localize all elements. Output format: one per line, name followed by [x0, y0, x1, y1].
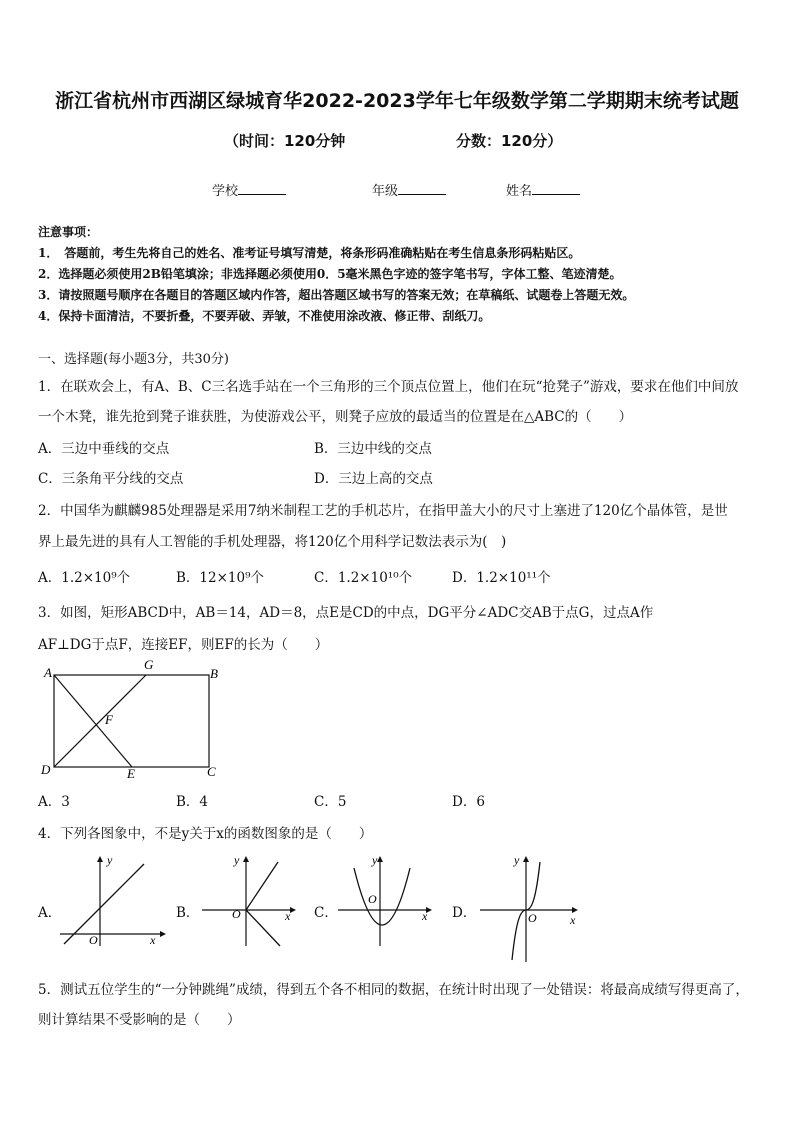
q4-option-c: C． — [314, 905, 338, 921]
segment-af-ef — [54, 675, 132, 767]
q1-option-b: B．三边中线的交点 — [314, 441, 432, 457]
q2-option-a: A．1.2×10⁹个 — [38, 570, 131, 586]
exam-time: （时间：120分钟 — [224, 132, 346, 150]
label-c: C — [207, 764, 216, 779]
q1-option-d: D．三边上高的交点 — [314, 471, 433, 487]
grade-label: 年级 — [372, 184, 399, 199]
q2-text-line2: 界上最先进的具有人工智能的手机处理器，将120亿个用科学记数法表示为( ) — [38, 534, 507, 550]
segment-dg — [54, 675, 146, 767]
grade-blank — [398, 182, 446, 195]
y-label: y — [514, 853, 520, 867]
page-title: 浙江省杭州市西湖区绿城育华2022-2023学年七年级数学第二学期期末统考试题 — [55, 90, 739, 112]
q3-text-line2: AF⊥DG于点F，连接EF，则EF的长为（ ） — [38, 637, 329, 653]
q1-text-line1: 1．在联欢会上，有A、B、C三名选手站在一个三角形的三个顶点位置上，他们在玩“抢凳子”游戏，要求在他们中间放 — [38, 379, 739, 395]
graph-d — [472, 852, 588, 964]
note-item: 2．选择题必须使用2B铅笔填涂；非选择题必须使用0．5毫米黑色字迹的签字笔书写，字体工整、笔迹清楚。 — [38, 267, 622, 281]
x-label: x — [570, 913, 576, 927]
label-d: D — [41, 762, 51, 777]
graph-b-ray-up — [246, 862, 278, 910]
note-item: 3．请按照题号顺序在各题目的答题区域内作答，超出答题区域书写的答案无效；在草稿纸、试题卷上答题无效。 — [38, 288, 635, 302]
q2-option-d: D．1.2×10¹¹个 — [452, 570, 551, 586]
school-label: 学校 — [212, 184, 239, 199]
name-blank — [532, 182, 580, 195]
x-label: x — [422, 909, 428, 923]
q3-text-line1: 3．如图，矩形ABCD中，AB＝14，AD＝8，点E是CD的中点，DG平分∠ADC交AB于点G，过点A作 — [38, 605, 654, 621]
x-label: x — [150, 933, 156, 947]
q4-option-b: B． — [176, 905, 200, 921]
q3-option-b: B．4 — [176, 794, 209, 810]
note-item: 4．保持卡面清洁，不要折叠，不要弄破、弄皱，不准使用涂改液、修正带、刮纸刀。 — [38, 309, 491, 323]
q4-option-d: D． — [452, 905, 477, 921]
graph-b — [196, 852, 302, 948]
y-label: y — [372, 853, 378, 867]
q3-option-d: D．6 — [452, 794, 485, 810]
q3-option-c: C．5 — [314, 794, 347, 810]
q1-text-line2: 一个木凳，谁先抢到凳子谁获胜，为使游戏公平，则凳子应放的最适当的位置是在△ABC的（ ） — [38, 409, 633, 425]
exam-score: 分数：120分） — [456, 132, 563, 150]
origin-label: O — [528, 911, 537, 925]
label-a: A — [44, 665, 52, 680]
label-g: G — [144, 657, 154, 672]
q2-text-line1: 2．中国华为麒麟985处理器是采用7纳米制程工艺的手机芯片，在指甲盖大小的尺寸上塞进了120亿个晶体管，是世 — [38, 503, 728, 519]
graph-b-ray-down — [246, 910, 280, 946]
label-b: B — [210, 666, 218, 681]
q3-option-a: A．3 — [38, 794, 70, 810]
name-label: 姓名 — [506, 184, 533, 199]
q4-text-line1: 4．下列各图象中，不是y关于x的函数图象的是（ ） — [38, 826, 373, 842]
school-blank — [238, 182, 286, 195]
notes-heading: 注意事项： — [38, 225, 99, 239]
graph-c — [334, 852, 440, 948]
q4-option-a: A． — [38, 905, 62, 921]
grade-field — [372, 180, 446, 199]
y-label: y — [107, 853, 113, 867]
origin-label: O — [368, 892, 377, 906]
q5-text-line1: 5．测试五位学生的“一分钟跳绳”成绩，得到五个各不相同的数据，在统计时出现了一处错误：将最高成绩写得更高了， — [38, 982, 749, 998]
graph-a — [56, 852, 168, 948]
y-label: y — [234, 853, 240, 867]
q2-option-b: B．12×10⁹个 — [176, 570, 265, 586]
name-field — [506, 180, 580, 199]
q1-option-a: A．三边中垂线的交点 — [38, 441, 170, 457]
graph-c-parabola — [354, 868, 410, 925]
x-label: x — [285, 909, 291, 923]
school-field — [212, 180, 286, 199]
rectangle-figure — [36, 655, 226, 783]
section-heading: 一、选择题(每小题3分，共30分) — [38, 352, 229, 367]
origin-label: O — [89, 933, 98, 947]
label-f: F — [105, 712, 113, 727]
note-item: 1． 答题前，考生先将自己的姓名、准考证号填写清楚，将条形码准确粘贴在考生信息条形码粘贴区。 — [38, 246, 581, 260]
q1-option-c: C．三条角平分线的交点 — [38, 471, 184, 487]
origin-label: O — [232, 907, 241, 921]
graph-a-line — [64, 864, 144, 944]
label-e: E — [127, 766, 135, 781]
q2-option-c: C．1.2×10¹⁰个 — [314, 570, 413, 586]
q5-text-line2: 则计算结果不受影响的是（ ） — [38, 1012, 241, 1028]
